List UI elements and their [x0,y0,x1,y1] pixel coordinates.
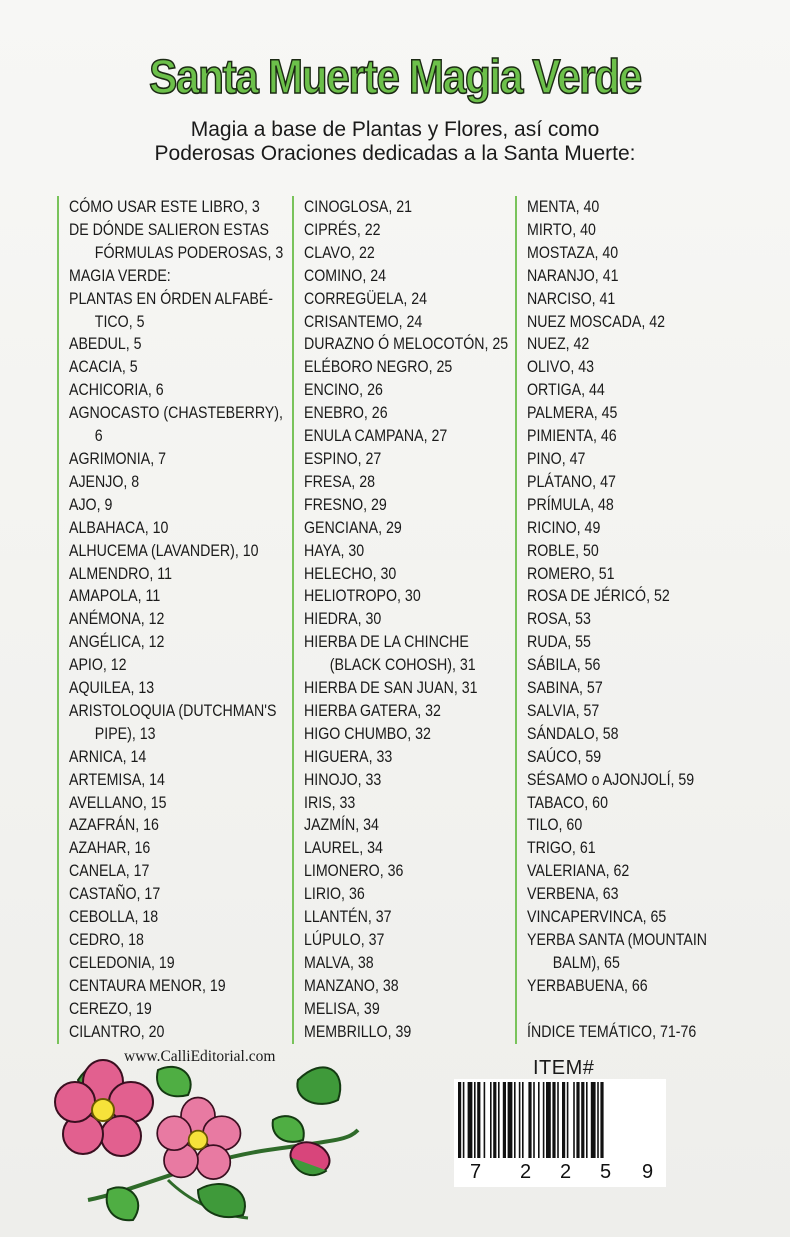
barcode-bar [576,1082,579,1158]
index-entry: CEREZO, 19 [69,999,152,1018]
index-entry: PIPE), 13 [94,724,156,743]
index-entry: CEBOLLA, 18 [69,908,159,927]
index-entry: LLANTÉN, 37 [304,908,392,927]
index-column-2 [292,196,524,1044]
index-entry: AGNOCASTO (CHASTEBERRY), [69,404,283,423]
index-entry: (BLACK COHOSH), 31 [329,656,476,675]
index-entry: ENCINO, 26 [304,381,383,400]
index-entry: NUEZ MOSCADA, 42 [527,312,665,331]
index-entry: TICO, 5 [94,312,145,331]
index-entry: AGRIMONIA, 7 [69,449,166,468]
index-entry: RICINO, 49 [527,518,601,537]
barcode-bar [468,1082,473,1158]
barcode-bar [522,1082,524,1158]
index-entry: ROMERO, 51 [527,564,615,583]
index-entry: CIPRÉS, 22 [304,220,381,239]
index-entry: LÚPULO, 37 [304,931,385,949]
barcode-bar [552,1082,555,1158]
index-entry: MEMBRILLO, 39 [304,1022,412,1041]
barcode-bar [557,1082,559,1158]
index-entry: ESPINO, 27 [304,449,382,468]
index-entry: PALMERA, 45 [527,404,618,423]
index-entry: MENTA, 40 [527,198,600,216]
barcode-bar [477,1082,480,1158]
publisher-website: www.CalliEditorial.com [124,1048,276,1065]
index-entry: CASTAÑO, 17 [69,885,161,904]
index-entry: NARCISO, 41 [527,289,616,308]
barcode-digit: 2 [520,1161,532,1183]
index-column-1 [57,196,307,1044]
index-entry: SABINA, 57 [527,679,603,698]
index-entry: LIRIO, 36 [304,885,365,904]
barcode-digits [454,1161,666,1185]
index-entry: CRISANTEMO, 24 [304,312,423,331]
barcode-bar [508,1082,513,1158]
barcode-bar [597,1082,599,1158]
index-entry: ABEDUL, 5 [69,335,142,354]
barcode-bar [538,1082,540,1158]
index-entry: FRESNO, 29 [304,495,387,514]
index-entry: ALMENDRO, 11 [69,564,173,583]
index-column-3 [515,196,757,1044]
index-entry: OLIVO, 43 [527,358,595,377]
index-entry: MAGIA VERDE: [69,266,171,285]
index-entry: CELEDONIA, 19 [69,953,175,972]
cover-title: Santa Muerte Magia Verde [149,51,641,104]
index-entry: ANGÉLICA, 12 [69,633,165,652]
index-entry: DURAZNO Ó MELOCOTÓN, 25 [304,335,509,354]
index-entry: CINOGLOSA, 21 [304,198,413,216]
index-entry: LIMONERO, 36 [304,862,404,881]
index-entry: RUDA, 55 [527,633,591,652]
index-entry: AQUILEA, 13 [69,679,155,698]
barcode-bar [600,1082,603,1158]
index-entry: CANELA, 17 [69,862,150,881]
index-entry: FRESA, 28 [304,472,375,491]
index-entry: CEDRO, 18 [69,931,144,949]
barcode-bar [514,1082,516,1158]
index-entry: PLÁTANO, 47 [527,472,616,491]
index-entry: AJO, 9 [69,495,113,514]
index-entry: ROSA DE JÉRICÓ, 52 [527,587,670,606]
index-entry: PRÍMULA, 48 [527,495,614,514]
barcode-bar [533,1082,535,1158]
barcode-bar [567,1082,569,1158]
barcode-bar [586,1082,588,1158]
index-entry: AZAFRÁN, 16 [69,816,159,835]
barcode-bar [490,1082,492,1158]
index-entry: APIO, 12 [69,656,127,675]
index-entry: ÍNDICE TEMÁTICO, 71-76 [527,1022,697,1041]
barcode-digit: 9 [642,1161,654,1183]
index-entry: PLANTAS EN ÓRDEN ALFABÉ- [69,289,273,308]
flower-illustration-icon [48,1040,368,1230]
index-entry: TILO, 60 [527,816,583,835]
barcode-digit: 7 [470,1161,482,1183]
index-entry: JAZMÍN, 34 [304,816,379,835]
index-entry: YERBABUENA, 66 [527,976,648,995]
index-entry: ENEBRO, 26 [304,404,388,423]
index-entry: PIMIENTA, 46 [527,427,617,446]
index-entry: CORREGÜELA, 24 [304,289,428,308]
index-entry: CÓMO USAR ESTE LIBRO, 3 [69,198,260,216]
barcode-area [454,1079,666,1187]
barcode-bar [498,1082,500,1158]
index-entry: ARTEMISA, 14 [69,770,165,789]
index-entry: NARANJO, 41 [527,266,619,285]
index-entry: AJENJO, 8 [69,472,140,491]
index-entry: PINO, 47 [527,449,586,468]
index-entry: COMINO, 24 [304,266,387,285]
index-entry: GENCIANA, 29 [304,518,402,537]
index-entry: TABACO, 60 [527,793,608,812]
index-entry: TRIGO, 61 [527,839,596,858]
index-entry: HIGUERA, 33 [304,747,393,766]
barcode-bar [484,1082,486,1158]
index-entry: AZAHAR, 16 [69,839,151,858]
barcode-bar [474,1082,476,1158]
index-entry: VALERIANA, 62 [527,862,630,881]
index-entry: AVELLANO, 15 [69,793,167,812]
index-entry: BALM), 65 [552,953,620,972]
barcode-bar [546,1082,551,1158]
index-entry: MALVA, 38 [304,953,374,972]
index-entry: ALBAHACA, 10 [69,518,169,537]
index-entry: 6 [94,427,103,446]
index-entry: SÁBILA, 56 [527,656,601,675]
index-entry: ROBLE, 50 [527,541,599,560]
index-entry: ARNICA, 14 [69,747,147,766]
barcode-digit: 2 [560,1161,572,1183]
index-entry: AMAPOLA, 11 [69,587,161,606]
index-entry: NUEZ, 42 [527,335,590,354]
index-entry: VERBENA, 63 [527,885,619,904]
barcode-bar [591,1082,596,1158]
index-entry: HIERBA DE LA CHINCHE [304,633,469,652]
barcode-bar [463,1082,465,1158]
index-entry: SALVIA, 57 [527,701,600,720]
index-entry: ANÉMONA, 12 [69,610,165,629]
index-entry: IRIS, 33 [304,793,356,812]
barcode-bar [573,1082,575,1158]
index-entry: CLAVO, 22 [304,243,375,262]
index-entry: CILANTRO, 20 [69,1022,165,1041]
index-entry: HAYA, 30 [304,541,365,560]
index-entry: ACACIA, 5 [69,358,138,377]
index-entry: FÓRMULAS PODEROSAS, 3 [94,243,284,262]
index-entry: HELIOTROPO, 30 [304,587,421,606]
index-entry: HELECHO, 30 [304,564,397,583]
index-entry: VINCAPERVINCA, 65 [527,908,667,927]
index-entry: HIERBA DE SAN JUAN, 31 [304,679,478,698]
index-entry: YERBA SANTA (MOUNTAIN [527,931,708,949]
index-entry: MIRTO, 40 [527,220,596,239]
index-entry: DE DÓNDE SALIERON ESTAS [69,220,270,239]
index-entry: HIERBA GATERA, 32 [304,701,441,720]
index-entry: CENTAURA MENOR, 19 [69,976,226,995]
item-number-label: ITEM# [533,1057,595,1079]
barcode-bar [519,1082,521,1158]
index-entry: SÉSAMO o AJONJOLÍ, 59 [527,770,695,789]
barcode-bar [543,1082,545,1158]
index-entry: MOSTAZA, 40 [527,243,619,262]
barcode-bar [503,1082,506,1158]
index-entry: ALHUCEMA (LAVANDER), 10 [69,541,259,560]
barcode-bar [528,1082,531,1158]
index-entry: ROSA, 53 [527,610,591,629]
barcode-bar [562,1082,565,1158]
index-entry: SÁNDALO, 58 [527,724,619,743]
subtitle-line-1: Magia a base de Plantas y Flores, así como [190,118,600,141]
index-entry: HIEDRA, 30 [304,610,382,629]
index-entry: HIGO CHUMBO, 32 [304,724,431,743]
index-entry: HINOJO, 33 [304,770,382,789]
index-entry: ORTIGA, 44 [527,381,605,400]
barcode-bar [493,1082,496,1158]
index-entry: ACHICORIA, 6 [69,381,164,400]
index-entry: ENULA CAMPANA, 27 [304,427,448,446]
index-entry: ARISTOLOQUIA (DUTCHMAN'S [69,701,277,720]
index-entry: ELÉBORO NEGRO, 25 [304,358,453,377]
barcode-bar [581,1082,584,1158]
subtitle-line-2: Poderosas Oraciones dedicadas a la Santa Muerte: [154,142,636,165]
index-entry: LAUREL, 34 [304,839,383,858]
barcode-icon [458,1082,662,1158]
index-entry: MELISA, 39 [304,999,380,1018]
index-entry: SAÚCO, 59 [527,747,602,766]
index-entry: MANZANO, 38 [304,976,399,995]
barcode-digit: 5 [600,1161,612,1183]
cover-subtitle [0,118,790,166]
barcode-bar [458,1082,461,1158]
